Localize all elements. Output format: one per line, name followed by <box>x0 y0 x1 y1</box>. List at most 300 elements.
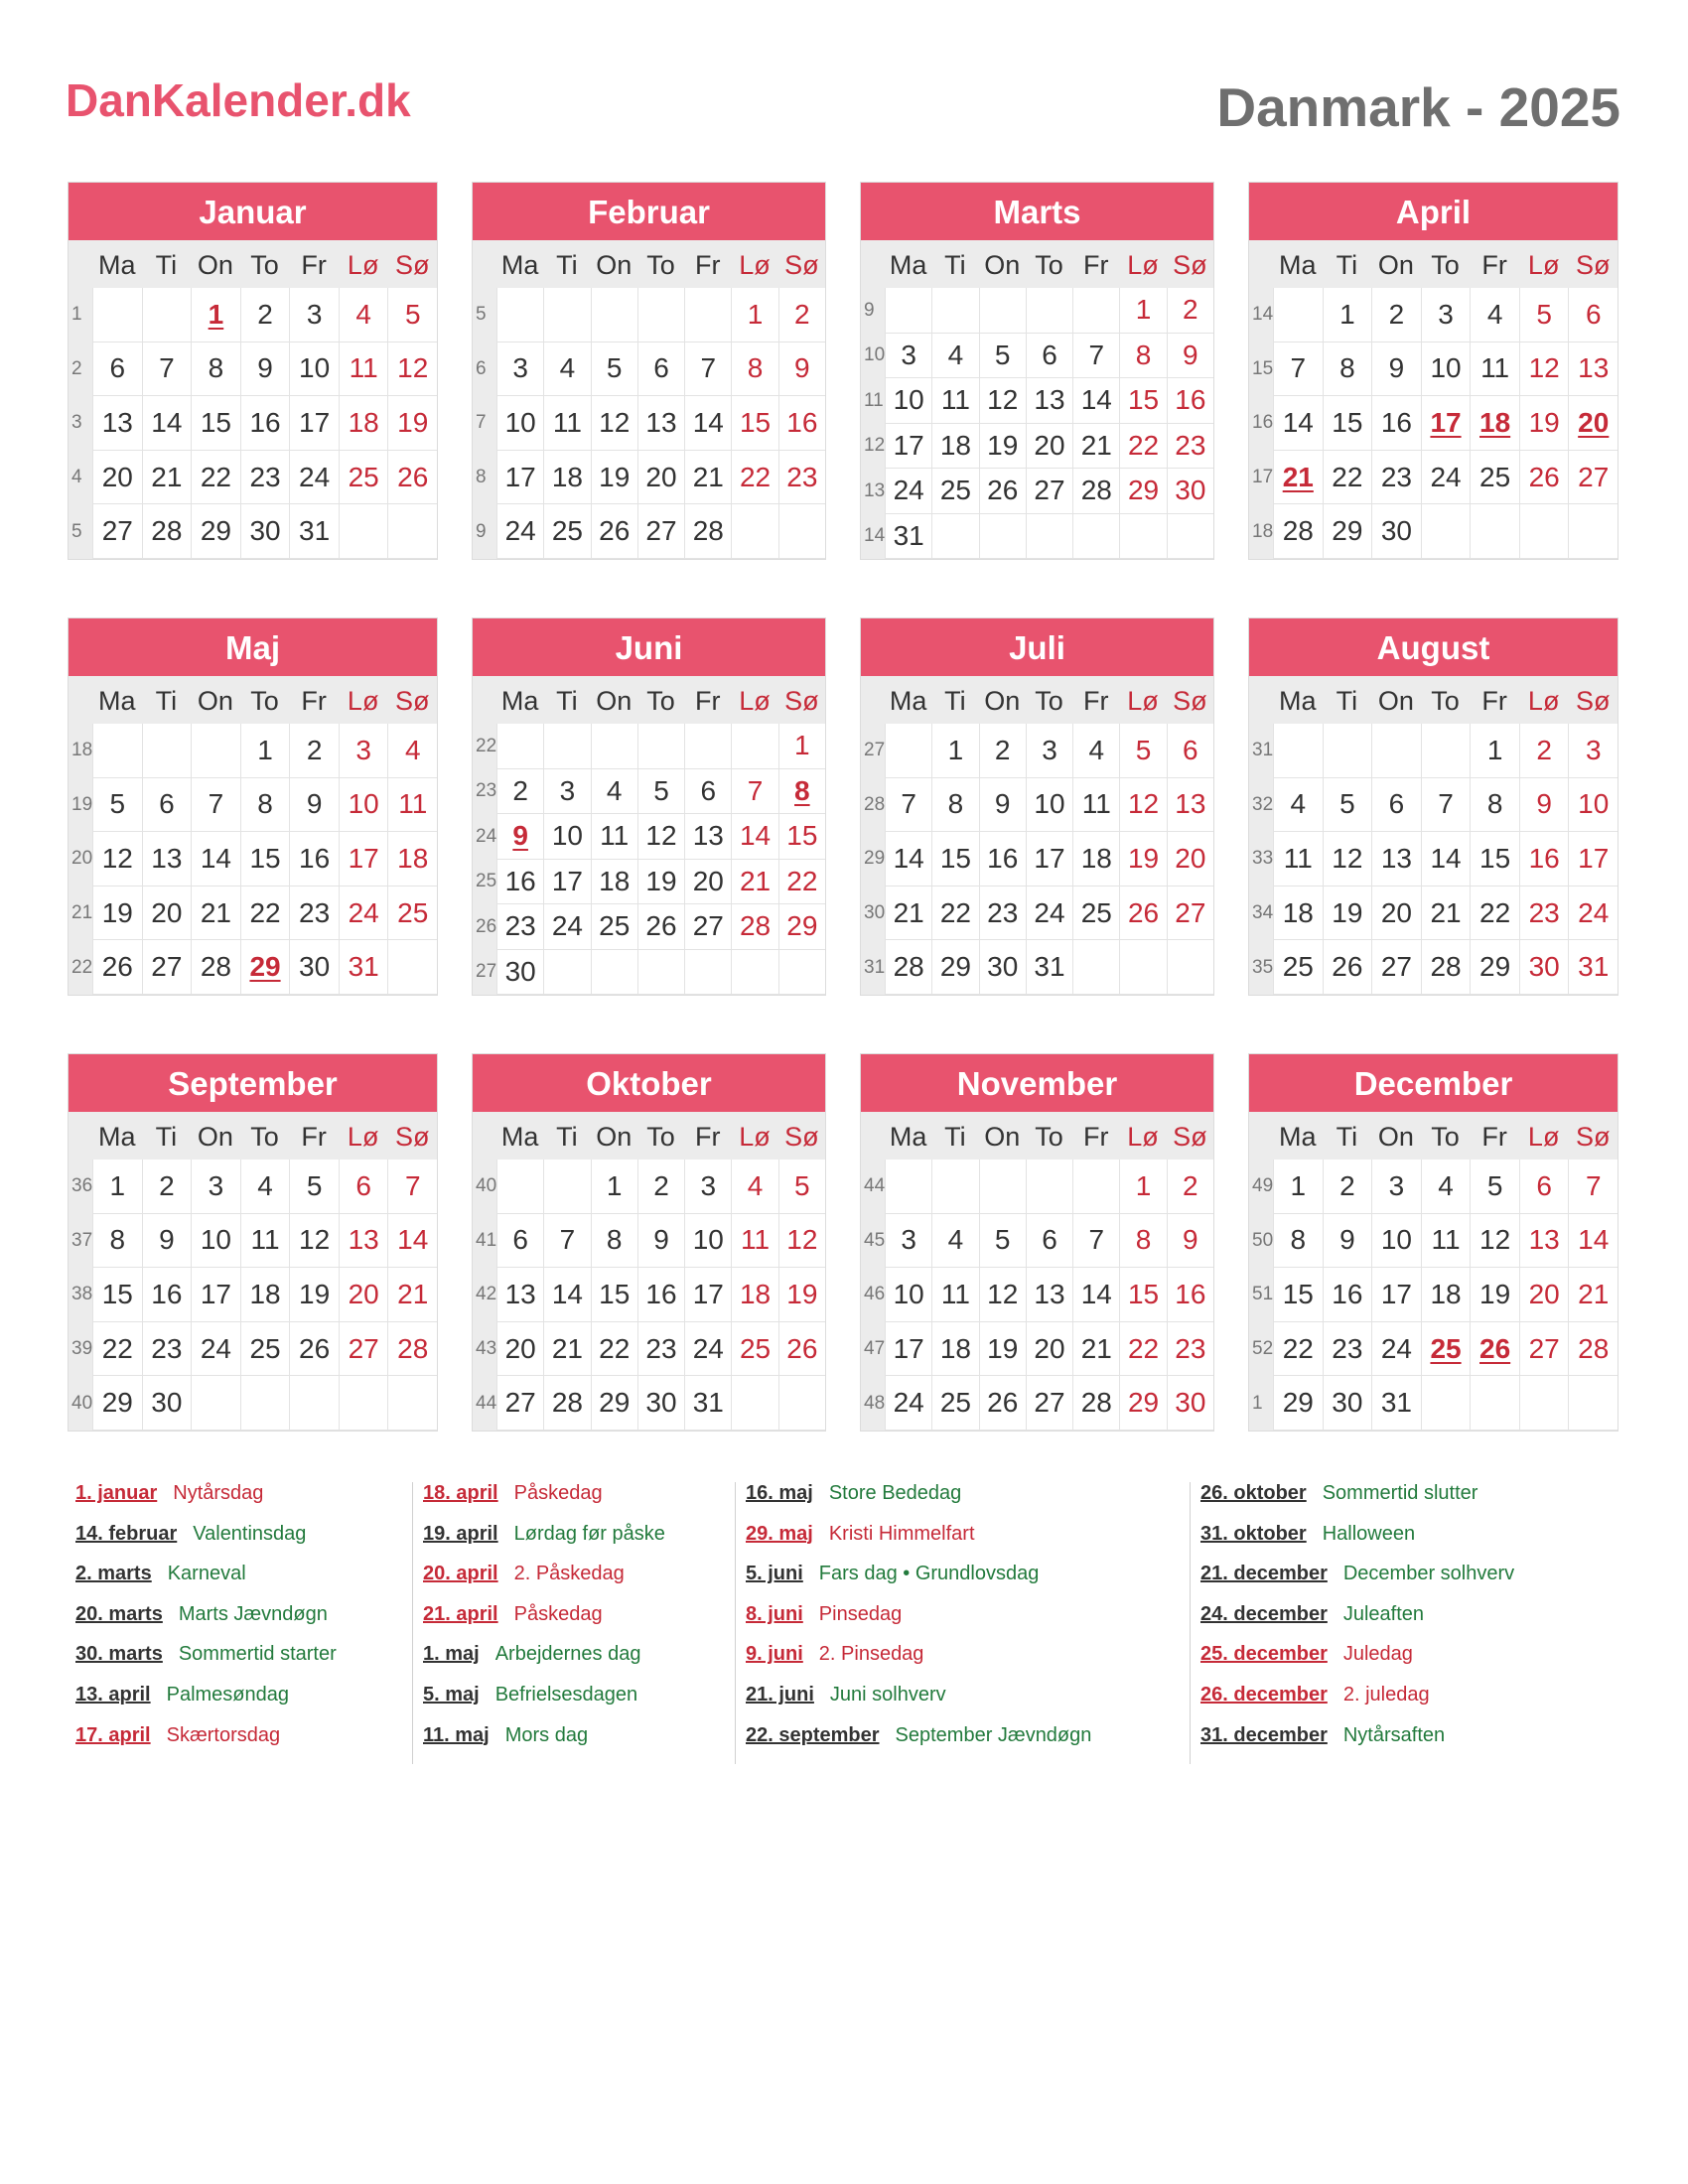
day-cell: 21 <box>731 860 777 905</box>
weekday-header <box>861 676 1213 724</box>
day-cell: 1 <box>1119 288 1166 334</box>
day-cell: 26 <box>387 451 437 505</box>
day-cell: 15 <box>778 814 825 860</box>
day-cell: 16 <box>289 832 339 887</box>
day-cell: 13 <box>1371 832 1421 887</box>
day-cell: 24 <box>496 504 543 559</box>
holiday-item <box>1200 1684 1514 1724</box>
day-cell: 1 <box>1470 724 1519 778</box>
day-cell: 28 <box>1421 940 1471 995</box>
day-cell: 22 <box>1470 887 1519 941</box>
weekday-label: On <box>1377 250 1414 280</box>
week-number: 39 <box>69 1322 92 1377</box>
day-cell: 23 <box>979 887 1026 941</box>
empty-cell <box>339 504 388 559</box>
week-row <box>69 1322 437 1377</box>
day-cell: 1 <box>778 724 825 769</box>
day-cell: 2 <box>142 1160 192 1214</box>
month-name: Maj <box>69 618 437 676</box>
day-cell: 15 <box>191 396 240 451</box>
weekday-label: Fr <box>1481 686 1507 716</box>
week-row <box>861 1322 1213 1377</box>
day-cell: 2 <box>778 288 825 342</box>
weekday-label: To <box>646 686 675 716</box>
week-number: 13 <box>861 469 885 514</box>
week-row <box>473 950 825 996</box>
day-cell: 13 <box>637 396 684 451</box>
week-number: 34 <box>1249 887 1273 941</box>
day-cell: 2 <box>1519 724 1569 778</box>
day-cell: 20 <box>1519 1268 1569 1322</box>
day-cell: 29 <box>1119 1376 1166 1431</box>
day-cell: 30 <box>1519 940 1569 995</box>
week-row <box>69 1376 437 1431</box>
day-cell: 2 <box>240 288 290 342</box>
day-cell: 29 <box>92 1376 142 1431</box>
week-number: 33 <box>1249 832 1273 887</box>
week-row <box>473 1160 825 1214</box>
empty-cell <box>1273 724 1323 778</box>
day-cell: 4 <box>240 1160 290 1214</box>
week-row <box>1249 1376 1618 1431</box>
day-cell: 7 <box>1072 1214 1119 1269</box>
day-cell: 21 <box>1273 451 1323 505</box>
day-cell: 30 <box>1167 469 1213 514</box>
week-number: 10 <box>861 334 885 379</box>
day-cell: 30 <box>1371 504 1421 559</box>
week-row <box>69 832 437 887</box>
week-number: 27 <box>861 724 885 778</box>
day-cell: 9 <box>289 778 339 833</box>
day-cell: 1 <box>240 724 290 778</box>
holiday-date: 31. oktober <box>1200 1522 1307 1545</box>
empty-cell <box>778 504 825 559</box>
day-cell: 18 <box>387 832 437 887</box>
day-cell: 24 <box>1421 451 1471 505</box>
holiday-item <box>746 1724 1091 1765</box>
day-cell: 16 <box>496 860 543 905</box>
holiday-item <box>75 1482 337 1523</box>
empty-cell <box>1273 288 1323 342</box>
empty-cell <box>1167 514 1213 560</box>
holiday-item <box>75 1643 337 1684</box>
day-cell: 16 <box>1323 1268 1372 1322</box>
day-cell: 16 <box>778 396 825 451</box>
day-cell: 25 <box>543 504 590 559</box>
day-cell: 11 <box>1421 1214 1471 1269</box>
month-marts <box>860 182 1214 560</box>
week-row <box>69 288 437 342</box>
day-cell: 21 <box>684 451 731 505</box>
day-cell: 8 <box>591 1214 637 1269</box>
month-oktober <box>472 1053 826 1432</box>
day-cell: 10 <box>684 1214 731 1269</box>
holiday-date: 14. februar <box>75 1522 178 1545</box>
weekday-label: Fr <box>1481 1122 1507 1152</box>
day-cell: 7 <box>387 1160 437 1214</box>
empty-cell <box>1072 1160 1119 1214</box>
week-number: 52 <box>1249 1322 1273 1377</box>
day-cell: 10 <box>543 814 590 860</box>
week-row <box>1249 342 1618 397</box>
empty-cell <box>1323 724 1372 778</box>
day-cell: 5 <box>387 288 437 342</box>
week-number: 31 <box>861 940 885 995</box>
weekday-header <box>473 1112 825 1160</box>
holiday-item <box>75 1684 337 1724</box>
day-cell: 13 <box>1026 1268 1072 1322</box>
empty-cell <box>684 724 731 769</box>
holiday-name: Juni solhverv <box>829 1683 946 1706</box>
holiday-date: 25. december <box>1200 1643 1328 1666</box>
holiday-date: 20. april <box>423 1563 498 1585</box>
day-cell: 25 <box>1421 1322 1471 1377</box>
weekday-header <box>473 676 825 724</box>
day-cell: 10 <box>1371 1214 1421 1269</box>
day-cell: 11 <box>931 378 978 424</box>
day-cell: 17 <box>496 451 543 505</box>
day-cell: 5 <box>637 769 684 815</box>
day-cell: 24 <box>289 451 339 505</box>
day-cell: 14 <box>1072 1268 1119 1322</box>
day-cell: 9 <box>496 814 543 860</box>
holiday-name: Fars dag • Grundlovsdag <box>818 1563 1040 1585</box>
week-row <box>861 1160 1213 1214</box>
week-row <box>69 887 437 941</box>
day-cell: 8 <box>1119 334 1166 379</box>
day-cell: 1 <box>1119 1160 1166 1214</box>
day-cell: 24 <box>684 1322 731 1377</box>
day-cell: 1 <box>591 1160 637 1214</box>
empty-cell <box>543 288 590 342</box>
day-cell: 19 <box>778 1268 825 1322</box>
day-cell: 10 <box>885 1268 931 1322</box>
day-cell: 30 <box>496 950 543 996</box>
day-cell: 8 <box>1119 1214 1166 1269</box>
day-cell: 19 <box>1323 887 1372 941</box>
holiday-name: Halloween <box>1322 1522 1416 1545</box>
empty-cell <box>142 724 192 778</box>
day-cell: 23 <box>1371 451 1421 505</box>
week-row <box>861 887 1213 941</box>
week-number: 40 <box>473 1160 496 1214</box>
weekday-label: Ma <box>98 686 136 716</box>
week-number: 26 <box>473 904 496 950</box>
weekday-label: Sø <box>1576 1122 1611 1152</box>
week-number: 7 <box>473 396 496 451</box>
holiday-item <box>1200 1482 1514 1523</box>
day-cell: 8 <box>240 778 290 833</box>
weekday-label: Ti <box>1336 250 1358 280</box>
holiday-item <box>1200 1523 1514 1564</box>
empty-cell <box>591 288 637 342</box>
empty-cell <box>1421 1376 1471 1431</box>
day-cell: 25 <box>931 1376 978 1431</box>
holiday-name: Marts Jævndøgn <box>178 1602 328 1625</box>
day-cell: 27 <box>1026 469 1072 514</box>
empty-cell <box>1421 724 1471 778</box>
weekday-label: Ti <box>155 686 178 716</box>
holiday-item <box>1200 1563 1514 1603</box>
day-cell: 19 <box>637 860 684 905</box>
day-cell: 1 <box>191 288 240 342</box>
day-cell: 28 <box>387 1322 437 1377</box>
day-cell: 18 <box>543 451 590 505</box>
day-cell: 3 <box>684 1160 731 1214</box>
day-cell: 30 <box>979 940 1026 995</box>
holiday-date: 19. april <box>423 1522 498 1545</box>
day-cell: 19 <box>979 1322 1026 1377</box>
day-cell: 26 <box>979 469 1026 514</box>
day-cell: 28 <box>191 940 240 995</box>
day-cell: 25 <box>731 1322 777 1377</box>
week-row <box>1249 724 1618 778</box>
day-cell: 22 <box>931 887 978 941</box>
weekday-label: Ti <box>944 1122 966 1152</box>
day-cell: 30 <box>289 940 339 995</box>
day-cell: 21 <box>142 451 192 505</box>
day-cell: 21 <box>1421 887 1471 941</box>
weekday-label: Ti <box>944 250 966 280</box>
day-cell: 12 <box>979 378 1026 424</box>
day-cell: 18 <box>1421 1268 1471 1322</box>
day-cell: 23 <box>778 451 825 505</box>
day-cell: 8 <box>1273 1214 1323 1269</box>
day-cell: 5 <box>92 778 142 833</box>
day-cell: 22 <box>92 1322 142 1377</box>
day-cell: 25 <box>387 887 437 941</box>
day-cell: 9 <box>1167 1214 1213 1269</box>
day-cell: 30 <box>1323 1376 1372 1431</box>
page-title: Danmark - 2025 <box>1216 76 1620 138</box>
weekday-header <box>1249 676 1618 724</box>
day-cell: 3 <box>191 1160 240 1214</box>
week-number: 17 <box>1249 451 1273 505</box>
day-cell: 17 <box>885 1322 931 1377</box>
day-cell: 6 <box>1371 778 1421 833</box>
day-cell: 27 <box>92 504 142 559</box>
empty-cell <box>778 1376 825 1431</box>
holiday-name: 2. Pinsedag <box>818 1643 924 1666</box>
day-cell: 7 <box>684 342 731 397</box>
holiday-item <box>746 1643 1091 1684</box>
holiday-name: Kristi Himmelfart <box>828 1522 975 1545</box>
weekday-label: Ma <box>1279 250 1317 280</box>
holiday-item <box>746 1684 1091 1724</box>
day-cell: 24 <box>339 887 388 941</box>
day-cell: 11 <box>543 396 590 451</box>
month-juni <box>472 617 826 996</box>
empty-cell <box>543 1160 590 1214</box>
empty-cell <box>496 724 543 769</box>
weekday-header <box>1249 1112 1618 1160</box>
week-number: 22 <box>69 940 92 995</box>
day-cell: 20 <box>1371 887 1421 941</box>
holiday-item <box>1200 1643 1514 1684</box>
holiday-item <box>75 1603 337 1644</box>
day-cell: 29 <box>240 940 290 995</box>
empty-cell <box>1470 1376 1519 1431</box>
holiday-date: 26. december <box>1200 1683 1328 1706</box>
holiday-name: December solhverv <box>1342 1563 1515 1585</box>
holiday-name: Juleaften <box>1342 1602 1425 1625</box>
week-number: 3 <box>69 396 92 451</box>
day-cell: 25 <box>1470 451 1519 505</box>
day-cell: 3 <box>496 342 543 397</box>
week-row <box>861 724 1213 778</box>
weekday-label: Sø <box>784 686 819 716</box>
weekday-label: Lø <box>1527 1122 1560 1152</box>
day-cell: 31 <box>885 514 931 560</box>
holiday-date: 29. maj <box>746 1522 813 1545</box>
day-cell: 7 <box>142 342 192 397</box>
day-cell: 29 <box>1323 504 1372 559</box>
week-row <box>69 1160 437 1214</box>
day-cell: 27 <box>496 1376 543 1431</box>
week-number: 50 <box>1249 1214 1273 1269</box>
empty-cell <box>885 1160 931 1214</box>
empty-cell <box>1026 1160 1072 1214</box>
week-number: 42 <box>473 1268 496 1322</box>
day-cell: 13 <box>1519 1214 1569 1269</box>
day-cell: 4 <box>1421 1160 1471 1214</box>
day-cell: 14 <box>731 814 777 860</box>
empty-cell <box>1072 288 1119 334</box>
holiday-date: 21. april <box>423 1602 498 1625</box>
holiday-date: 31. december <box>1200 1723 1328 1746</box>
day-cell: 9 <box>1371 342 1421 397</box>
weekday-label: Ti <box>556 1122 578 1152</box>
day-cell: 31 <box>1026 940 1072 995</box>
day-cell: 15 <box>1119 1268 1166 1322</box>
empty-cell <box>240 1376 290 1431</box>
day-cell: 15 <box>931 832 978 887</box>
day-cell: 22 <box>1273 1322 1323 1377</box>
week-row <box>69 778 437 833</box>
day-cell: 1 <box>931 724 978 778</box>
day-cell: 20 <box>637 451 684 505</box>
day-cell: 14 <box>191 832 240 887</box>
empty-cell <box>591 724 637 769</box>
day-cell: 3 <box>885 334 931 379</box>
day-cell: 5 <box>979 1214 1026 1269</box>
day-cell: 18 <box>1072 832 1119 887</box>
month-februar <box>472 182 826 560</box>
week-row <box>861 288 1213 334</box>
day-cell: 24 <box>1026 887 1072 941</box>
weekday-label: To <box>1035 250 1063 280</box>
week-number: 37 <box>69 1214 92 1269</box>
day-cell: 23 <box>1519 887 1569 941</box>
day-cell: 28 <box>1072 1376 1119 1431</box>
week-row <box>1249 940 1618 995</box>
day-cell: 24 <box>191 1322 240 1377</box>
week-number: 45 <box>861 1214 885 1269</box>
holiday-name: Befrielsesdagen <box>494 1683 638 1706</box>
day-cell: 25 <box>240 1322 290 1377</box>
week-row <box>69 504 437 559</box>
empty-cell <box>191 724 240 778</box>
weekday-label: Fr <box>301 250 327 280</box>
day-cell: 4 <box>387 724 437 778</box>
holiday-date: 21. december <box>1200 1563 1328 1585</box>
holiday-name: Store Bededag <box>828 1482 962 1504</box>
weekday-label: To <box>250 1122 279 1152</box>
day-cell: 5 <box>778 1160 825 1214</box>
weekday-label: Fr <box>695 1122 721 1152</box>
holiday-item <box>423 1643 665 1684</box>
day-cell: 24 <box>1371 1322 1421 1377</box>
weekday-label: Lø <box>1527 686 1560 716</box>
day-cell: 27 <box>339 1322 388 1377</box>
day-cell: 6 <box>1026 1214 1072 1269</box>
day-cell: 27 <box>142 940 192 995</box>
day-cell: 19 <box>1470 1268 1519 1322</box>
day-cell: 7 <box>1273 342 1323 397</box>
day-cell: 23 <box>496 904 543 950</box>
day-cell: 3 <box>885 1214 931 1269</box>
day-cell: 11 <box>731 1214 777 1269</box>
empty-cell <box>142 288 192 342</box>
empty-cell <box>591 950 637 996</box>
holiday-item <box>75 1523 337 1564</box>
weekday-label: Lø <box>739 1122 771 1152</box>
holiday-item <box>746 1482 1091 1523</box>
empty-cell <box>637 288 684 342</box>
day-cell: 18 <box>240 1268 290 1322</box>
day-cell: 21 <box>1568 1268 1618 1322</box>
week-row <box>473 451 825 505</box>
empty-cell <box>1519 504 1569 559</box>
day-cell: 2 <box>1167 288 1213 334</box>
week-number: 44 <box>473 1376 496 1431</box>
weekday-label: Fr <box>1083 1122 1109 1152</box>
day-cell: 12 <box>778 1214 825 1269</box>
day-cell: 26 <box>979 1376 1026 1431</box>
day-cell: 12 <box>979 1268 1026 1322</box>
week-row <box>1249 1322 1618 1377</box>
week-number: 46 <box>861 1268 885 1322</box>
day-cell: 19 <box>289 1268 339 1322</box>
day-cell: 4 <box>731 1160 777 1214</box>
holiday-item <box>423 1603 665 1644</box>
day-cell: 15 <box>731 396 777 451</box>
day-cell: 21 <box>885 887 931 941</box>
month-name: Marts <box>861 183 1213 240</box>
week-row <box>1249 887 1618 941</box>
week-number: 48 <box>861 1376 885 1431</box>
week-row <box>473 860 825 905</box>
weekday-label: To <box>646 250 675 280</box>
holiday-name: Påskedag <box>513 1482 603 1504</box>
day-cell: 9 <box>240 342 290 397</box>
day-cell: 12 <box>1519 342 1569 397</box>
day-cell: 30 <box>1167 1376 1213 1431</box>
day-cell: 9 <box>1323 1214 1372 1269</box>
day-cell: 10 <box>339 778 388 833</box>
holiday-name: Juledag <box>1342 1643 1413 1666</box>
empty-cell <box>731 724 777 769</box>
month-juli <box>860 617 1214 996</box>
empty-cell <box>1072 940 1119 995</box>
day-cell: 17 <box>191 1268 240 1322</box>
day-cell: 28 <box>684 504 731 559</box>
weekday-label: On <box>1377 686 1414 716</box>
week-number: 32 <box>1249 778 1273 833</box>
weekday-label: On <box>197 686 233 716</box>
weekday-label: Sø <box>1173 686 1207 716</box>
day-cell: 12 <box>637 814 684 860</box>
